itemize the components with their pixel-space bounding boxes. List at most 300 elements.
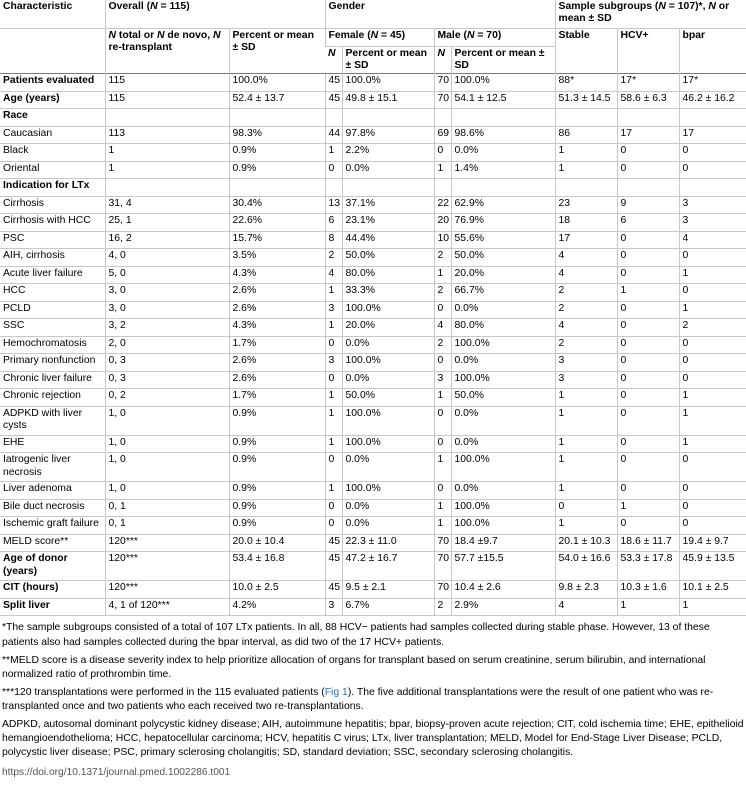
- table-cell: 0, 2: [105, 389, 229, 407]
- table-cell: 1: [434, 453, 451, 482]
- header-gender: Gender: [325, 0, 555, 29]
- table-cell: 115: [105, 91, 229, 109]
- table-cell: 0.0%: [451, 354, 555, 372]
- table-cell: 2.6%: [229, 371, 325, 389]
- table-cell: 0.0%: [451, 435, 555, 453]
- header-stable: Stable: [555, 29, 617, 74]
- table-cell: 50.0%: [342, 389, 434, 407]
- table-cell: 0, 1: [105, 499, 229, 517]
- table-cell: 0, 1: [105, 517, 229, 535]
- table-cell: 115: [105, 74, 229, 92]
- table-cell: 0.0%: [451, 144, 555, 162]
- table-cell: 1: [325, 144, 342, 162]
- table-cell: 3: [555, 371, 617, 389]
- table-cell: 0: [325, 336, 342, 354]
- footnote-subgroups: *The sample subgroups consisted of a total of 107 LTx patients. In all, 88 HCV− patients had samples collected during stable phase. However, 13 of these patients also had samples collected during the bpar interval, as did two of the 17 HCV+ patients.: [2, 622, 710, 648]
- table-row: [0, 371, 746, 389]
- table-cell: 0: [617, 231, 679, 249]
- table-cell: 1: [325, 482, 342, 500]
- row-label: Iatrogenic liver necrosis: [0, 453, 105, 482]
- table-cell: 50.0%: [451, 249, 555, 267]
- footnote-abbreviations: ADPKD, autosomal dominant polycystic kidney disease; AIH, autoimmune hepatitis; bpar, biopsy-proven acute rejection; CIT, cold ischemia time; EHE, epithelioid hemangioendothelioma; HCC, hepatocellular carcinoma; HCV, hepatitis C virus; LTx, liver transplantation; MELD, Model for End-Stage Liver Disease; PCLD, polycystic liver disease; PSC, primary sclerosing cholangitis; SD, standard deviation; SSC, secondary sclerosing cholangitis.: [2, 718, 744, 759]
- table-cell: 57.7 ±15.5: [451, 552, 555, 581]
- table-cell: 1: [617, 284, 679, 302]
- table-cell: 100.0%: [451, 371, 555, 389]
- table-cell: 76.9%: [451, 214, 555, 232]
- row-label: Acute liver failure: [0, 266, 105, 284]
- table-cell: 37.1%: [342, 196, 434, 214]
- table-cell: 9.8 ± 2.3: [555, 581, 617, 599]
- table-cell: 10.3 ± 1.6: [617, 581, 679, 599]
- table-cell: 1: [325, 406, 342, 435]
- table-cell: 120***: [105, 552, 229, 581]
- table-cell: 0: [325, 517, 342, 535]
- table-cell: [555, 179, 617, 197]
- table-cell: 0.9%: [229, 499, 325, 517]
- table-cell: 1: [617, 598, 679, 616]
- table-cell: 2: [434, 249, 451, 267]
- row-label: PSC: [0, 231, 105, 249]
- header-percent: Percent or mean ± SD: [229, 29, 325, 74]
- table-cell: 53.4 ± 16.8: [229, 552, 325, 581]
- table-cell: 2.9%: [451, 598, 555, 616]
- table-cell: 10.0 ± 2.5: [229, 581, 325, 599]
- table-cell: 17: [679, 126, 746, 144]
- table-cell: 1: [555, 482, 617, 500]
- table-cell: 17*: [617, 74, 679, 92]
- header-row-2: [0, 29, 746, 47]
- table-cell: 1: [555, 406, 617, 435]
- table-cell: 45: [325, 581, 342, 599]
- table-cell: 0: [617, 389, 679, 407]
- table-cell: 8: [325, 231, 342, 249]
- table-cell: 1.7%: [229, 336, 325, 354]
- fig-1-link[interactable]: Fig 1: [324, 686, 348, 698]
- table-cell: 2, 0: [105, 336, 229, 354]
- table-cell: 2: [555, 301, 617, 319]
- table-cell: 100.0%: [451, 336, 555, 354]
- table-cell: 22.3 ± 11.0: [342, 534, 434, 552]
- table-cell: 3: [679, 214, 746, 232]
- table-cell: 1: [679, 435, 746, 453]
- table-cell: 0: [617, 301, 679, 319]
- row-label: ADPKD with liver cysts: [0, 406, 105, 435]
- header-ntotal: N total or N de novo, N re-transplant: [105, 29, 229, 74]
- table-cell: 1: [555, 517, 617, 535]
- table-row: [0, 354, 746, 372]
- table-cell: [617, 109, 679, 127]
- table-cell: 1: [555, 144, 617, 162]
- table-cell: 0.0%: [342, 499, 434, 517]
- table-cell: 54.1 ± 12.5: [451, 91, 555, 109]
- table-cell: 1.4%: [451, 161, 555, 179]
- table-cell: 0: [434, 301, 451, 319]
- table-cell: 100.0%: [342, 354, 434, 372]
- table-cell: 50.0%: [451, 389, 555, 407]
- table-cell: 0: [679, 517, 746, 535]
- table-cell: 1: [434, 389, 451, 407]
- table-cell: 0.0%: [451, 406, 555, 435]
- header-n-female: N: [325, 46, 342, 74]
- table-cell: 0: [617, 482, 679, 500]
- table-cell: 1: [105, 144, 229, 162]
- table-cell: 18.6 ± 11.7: [617, 534, 679, 552]
- table-cell: 2.2%: [342, 144, 434, 162]
- table-cell: 10.1 ± 2.5: [679, 581, 746, 599]
- table-cell: 2.6%: [229, 354, 325, 372]
- row-label: Black: [0, 144, 105, 162]
- table-cell: 1, 0: [105, 406, 229, 435]
- table-cell: 70: [434, 552, 451, 581]
- table-cell: 9.5 ± 2.1: [342, 581, 434, 599]
- table-cell: 13: [325, 196, 342, 214]
- table-cell: 0.0%: [342, 371, 434, 389]
- footnote-transplantations: ***120 transplantations were performed in the 115 evaluated patients (Fig 1). The five additional transplantations were the result of one patient who was re-transplanted once and two patients who each received two re-transplantations.: [2, 686, 714, 712]
- table-cell: 45: [325, 91, 342, 109]
- table-row: [0, 435, 746, 453]
- table-cell: 0: [679, 144, 746, 162]
- table-cell: 16, 2: [105, 231, 229, 249]
- table-cell: 30.4%: [229, 196, 325, 214]
- table-cell: 100.0%: [342, 406, 434, 435]
- table-cell: 1: [434, 266, 451, 284]
- doi-link[interactable]: https://doi.org/10.1371/journal.pmed.1002286.t001: [2, 766, 231, 778]
- header-n-male: N: [434, 46, 451, 74]
- table-cell: 45: [325, 74, 342, 92]
- row-label: Chronic rejection: [0, 389, 105, 407]
- table-cell: 86: [555, 126, 617, 144]
- table-cell: 1: [325, 389, 342, 407]
- table-cell: [451, 109, 555, 127]
- header-pct-male: Percent or mean ± SD: [451, 46, 555, 74]
- table-cell: [555, 109, 617, 127]
- row-label: Hemochromatosis: [0, 336, 105, 354]
- table-cell: 0.0%: [342, 161, 434, 179]
- table-cell: 0, 3: [105, 354, 229, 372]
- table-cell: 0.9%: [229, 435, 325, 453]
- header-characteristic: Characteristic: [3, 1, 73, 12]
- table-row: [0, 91, 746, 109]
- table-cell: 58.6 ± 6.3: [617, 91, 679, 109]
- table-cell: 2: [679, 319, 746, 337]
- table-cell: 3, 0: [105, 284, 229, 302]
- table-cell: 19.4 ± 9.7: [679, 534, 746, 552]
- table-cell: 22.6%: [229, 214, 325, 232]
- table-cell: 1: [679, 406, 746, 435]
- table-cell: 51.3 ± 14.5: [555, 91, 617, 109]
- table-cell: 2: [555, 336, 617, 354]
- row-label: Chronic liver failure: [0, 371, 105, 389]
- table-cell: 47.2 ± 16.7: [342, 552, 434, 581]
- table-cell: 0: [617, 249, 679, 267]
- row-label: Ischemic graft failure: [0, 517, 105, 535]
- table-cell: 3: [679, 196, 746, 214]
- table-cell: 49.8 ± 15.1: [342, 91, 434, 109]
- table-cell: 0: [434, 144, 451, 162]
- row-label: MELD score**: [0, 534, 105, 552]
- table-cell: 53.3 ± 17.8: [617, 552, 679, 581]
- table-cell: 15.7%: [229, 231, 325, 249]
- table-row: [0, 179, 746, 197]
- header-row-1: [0, 0, 746, 29]
- table-cell: 100.0%: [342, 74, 434, 92]
- row-label: Primary nonfunction: [0, 354, 105, 372]
- table-row: [0, 74, 746, 92]
- row-label: Cirrhosis: [0, 196, 105, 214]
- table-cell: 1, 0: [105, 482, 229, 500]
- table-cell: 80.0%: [342, 266, 434, 284]
- table-cell: 1: [679, 266, 746, 284]
- row-label: AIH, cirrhosis: [0, 249, 105, 267]
- table-cell: 4.3%: [229, 266, 325, 284]
- table-row: [0, 389, 746, 407]
- row-label: Patients evaluated: [0, 74, 105, 92]
- table-cell: 3: [325, 598, 342, 616]
- table-footnotes: [0, 616, 746, 760]
- table-cell: 0: [617, 144, 679, 162]
- table-row: [0, 336, 746, 354]
- table-cell: 0: [679, 371, 746, 389]
- table-cell: 4, 1 of 120***: [105, 598, 229, 616]
- table-cell: [229, 179, 325, 197]
- table-row: [0, 499, 746, 517]
- row-label: HCC: [0, 284, 105, 302]
- table-cell: [451, 179, 555, 197]
- table-cell: 20: [434, 214, 451, 232]
- table-cell: 0: [434, 435, 451, 453]
- table-cell: 1: [555, 389, 617, 407]
- table-row: [0, 598, 746, 616]
- table-row: [0, 231, 746, 249]
- row-label: Caucasian: [0, 126, 105, 144]
- table-cell: [434, 109, 451, 127]
- table-cell: 88*: [555, 74, 617, 92]
- table-cell: 20.1 ± 10.3: [555, 534, 617, 552]
- table-cell: 9: [617, 196, 679, 214]
- table-cell: 20.0%: [451, 266, 555, 284]
- table-row: [0, 453, 746, 482]
- table-cell: [342, 109, 434, 127]
- row-label: Oriental: [0, 161, 105, 179]
- table-cell: [105, 179, 229, 197]
- table-cell: 1: [555, 161, 617, 179]
- table-cell: 70: [434, 91, 451, 109]
- row-label: Age of donor (years): [0, 552, 105, 581]
- table-cell: 1: [325, 435, 342, 453]
- table-cell: 0: [617, 319, 679, 337]
- table-cell: 0.9%: [229, 482, 325, 500]
- table-row: [0, 284, 746, 302]
- table-cell: 0: [679, 161, 746, 179]
- table-cell: 3: [434, 371, 451, 389]
- table-cell: 100.0%: [451, 499, 555, 517]
- row-label: PCLD: [0, 301, 105, 319]
- table-cell: 23.1%: [342, 214, 434, 232]
- row-label: Race: [0, 109, 105, 127]
- table-cell: 25, 1: [105, 214, 229, 232]
- table-cell: 55.6%: [451, 231, 555, 249]
- table-cell: [617, 179, 679, 197]
- table-cell: 4: [325, 266, 342, 284]
- table-cell: 1: [617, 499, 679, 517]
- table-cell: 100.0%: [229, 74, 325, 92]
- table-cell: 0: [617, 354, 679, 372]
- table-cell: 0: [434, 354, 451, 372]
- table-body: [0, 74, 746, 616]
- table-cell: 18: [555, 214, 617, 232]
- table-cell: 33.3%: [342, 284, 434, 302]
- table-cell: 20.0%: [342, 319, 434, 337]
- table-cell: 0.9%: [229, 144, 325, 162]
- table-cell: 6.7%: [342, 598, 434, 616]
- table-cell: 0.0%: [342, 517, 434, 535]
- table-cell: [229, 109, 325, 127]
- table-cell: 0: [325, 371, 342, 389]
- row-label: EHE: [0, 435, 105, 453]
- table-cell: [342, 179, 434, 197]
- table-cell: [325, 109, 342, 127]
- table-cell: 113: [105, 126, 229, 144]
- table-cell: 97.8%: [342, 126, 434, 144]
- table-cell: 0: [617, 336, 679, 354]
- table-cell: 23: [555, 196, 617, 214]
- table-cell: 0: [679, 284, 746, 302]
- table-cell: 31, 4: [105, 196, 229, 214]
- table-cell: 0.0%: [342, 336, 434, 354]
- table-cell: 120***: [105, 581, 229, 599]
- header-male: Male (N = 70): [434, 29, 555, 47]
- header-bpar: bpar: [679, 29, 746, 74]
- table-cell: [105, 109, 229, 127]
- table-cell: 0: [679, 499, 746, 517]
- table-cell: 1: [679, 389, 746, 407]
- table-cell: 100.0%: [451, 453, 555, 482]
- table-cell: 0: [325, 453, 342, 482]
- table-cell: 0.0%: [451, 482, 555, 500]
- table-cell: 70: [434, 581, 451, 599]
- header-subgroups: Sample subgroups (N = 107)*, N or mean ± SD: [555, 0, 746, 29]
- table-row: [0, 161, 746, 179]
- table-cell: 1: [434, 517, 451, 535]
- table-cell: 4.3%: [229, 319, 325, 337]
- table-cell: 46.2 ± 16.2: [679, 91, 746, 109]
- table-cell: 22: [434, 196, 451, 214]
- table-cell: 69: [434, 126, 451, 144]
- table-cell: 0.9%: [229, 453, 325, 482]
- table-row: [0, 581, 746, 599]
- table-cell: 4: [555, 319, 617, 337]
- table-cell: 52.4 ± 13.7: [229, 91, 325, 109]
- table-cell: 4: [555, 266, 617, 284]
- table-row: [0, 266, 746, 284]
- table-cell: 0: [617, 435, 679, 453]
- table-row: [0, 126, 746, 144]
- table-cell: 4: [555, 249, 617, 267]
- table-cell: 50.0%: [342, 249, 434, 267]
- table-cell: 0: [679, 336, 746, 354]
- table-row: [0, 319, 746, 337]
- header-blank: [0, 29, 105, 74]
- table-cell: 100.0%: [342, 301, 434, 319]
- table-cell: 2: [434, 598, 451, 616]
- table-cell: 4, 0: [105, 249, 229, 267]
- table-cell: 1: [105, 161, 229, 179]
- table-cell: 0: [679, 453, 746, 482]
- table-cell: [679, 109, 746, 127]
- table-cell: 17*: [679, 74, 746, 92]
- table-row: [0, 196, 746, 214]
- table-cell: 0: [617, 453, 679, 482]
- table-cell: 66.7%: [451, 284, 555, 302]
- table-cell: 0.0%: [342, 453, 434, 482]
- table-cell: 4: [679, 231, 746, 249]
- table-cell: 1: [679, 598, 746, 616]
- table-cell: 17: [617, 126, 679, 144]
- header-pct-female: Percent or mean ± SD: [342, 46, 434, 74]
- table-cell: 0.9%: [229, 406, 325, 435]
- table-row: [0, 144, 746, 162]
- table-cell: 0.9%: [229, 517, 325, 535]
- table-row: [0, 109, 746, 127]
- table-cell: 0: [679, 482, 746, 500]
- row-label: CIT (hours): [0, 581, 105, 599]
- table-cell: 1: [555, 435, 617, 453]
- table-cell: 18.4 ±9.7: [451, 534, 555, 552]
- table-cell: 17: [555, 231, 617, 249]
- table-cell: [434, 179, 451, 197]
- table-cell: 44.4%: [342, 231, 434, 249]
- table-cell: 6: [617, 214, 679, 232]
- table-cell: 10.4 ± 2.6: [451, 581, 555, 599]
- table-cell: 3: [325, 354, 342, 372]
- footnote-meld: **MELD score is a disease severity index to help prioritize allocation of organs for transplant based on serum creatinine, serum bilirubin, and international normalized ratio of prothrombin time.: [2, 654, 706, 680]
- table-cell: 62.9%: [451, 196, 555, 214]
- table-cell: 100.0%: [451, 74, 555, 92]
- table-cell: 2: [434, 284, 451, 302]
- table-cell: 45.9 ± 13.5: [679, 552, 746, 581]
- table-row: [0, 534, 746, 552]
- table-row: [0, 301, 746, 319]
- table-cell: 2.6%: [229, 301, 325, 319]
- table-row: [0, 214, 746, 232]
- table-cell: 0: [617, 406, 679, 435]
- table-cell: 0: [434, 482, 451, 500]
- table-cell: 0.9%: [229, 161, 325, 179]
- table-cell: 20.0 ± 10.4: [229, 534, 325, 552]
- table-row: [0, 249, 746, 267]
- table-cell: 2.6%: [229, 284, 325, 302]
- table-cell: 3: [555, 354, 617, 372]
- table-cell: 44: [325, 126, 342, 144]
- table-cell: 5, 0: [105, 266, 229, 284]
- table-cell: 0: [679, 354, 746, 372]
- table-cell: 70: [434, 534, 451, 552]
- table-cell: 0: [617, 266, 679, 284]
- table-cell: 1.7%: [229, 389, 325, 407]
- table-cell: 54.0 ± 16.6: [555, 552, 617, 581]
- table-cell: 10: [434, 231, 451, 249]
- table-cell: 0: [617, 371, 679, 389]
- table-cell: 1: [679, 301, 746, 319]
- table-cell: 0: [679, 249, 746, 267]
- table-cell: 98.3%: [229, 126, 325, 144]
- table-cell: 70: [434, 74, 451, 92]
- row-label: Liver adenoma: [0, 482, 105, 500]
- table-cell: 3.5%: [229, 249, 325, 267]
- table-cell: 0: [434, 406, 451, 435]
- row-label: SSC: [0, 319, 105, 337]
- table-cell: 3, 2: [105, 319, 229, 337]
